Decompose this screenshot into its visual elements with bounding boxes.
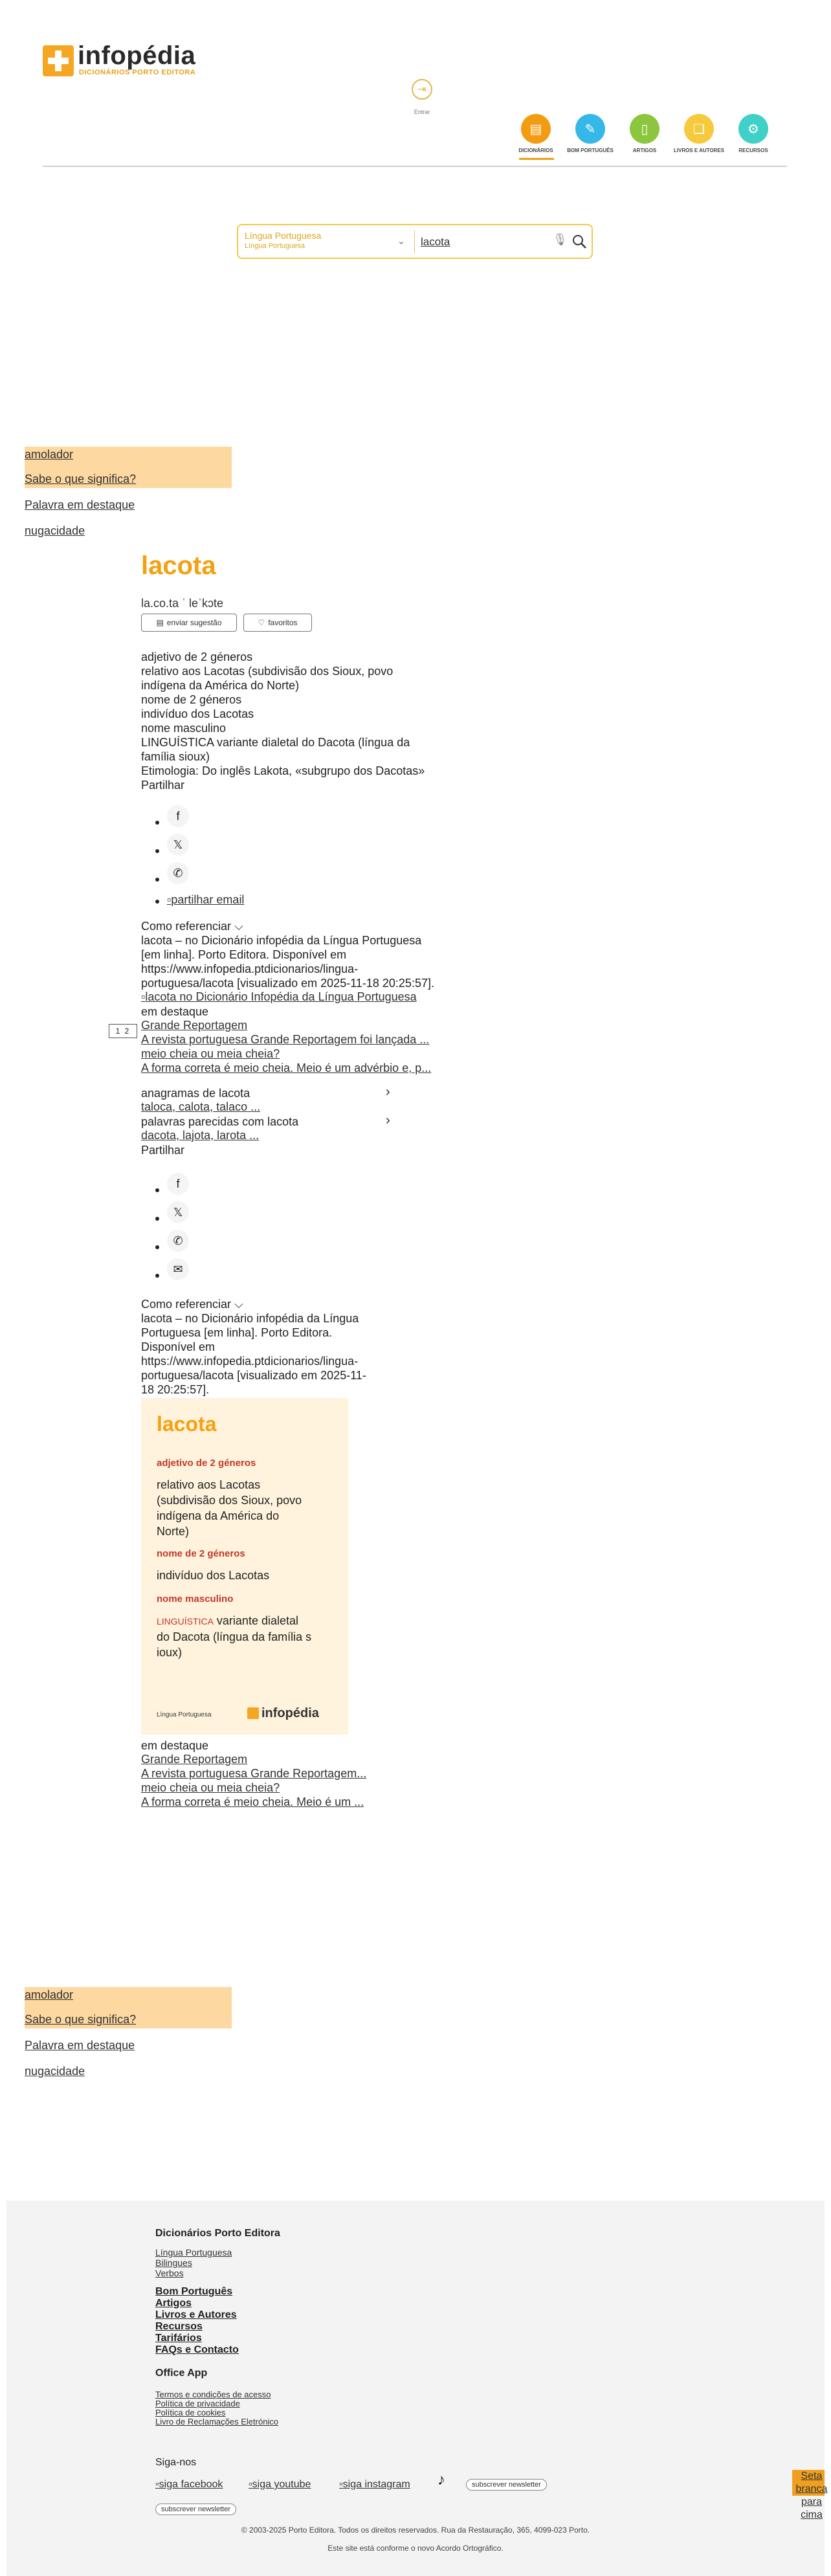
resources-icon: ⚙ [738, 114, 768, 144]
cite-label: Como referenciar [141, 1298, 232, 1311]
def-text-3b: família sioux) [141, 750, 210, 763]
card-def-line: (subdivisão dos Sioux, povo [157, 1494, 302, 1507]
footer-title: Dicionários Porto Editora [155, 2228, 280, 2239]
entry-image-link[interactable] [141, 990, 417, 1004]
card-def-line: do Dacota (língua da família s [157, 1630, 312, 1643]
bullet [155, 878, 159, 882]
bullet [155, 1274, 159, 1278]
featured-link[interactable]: Grande Reportagem [141, 1019, 248, 1032]
def-cat-2: nome de 2 géneros [141, 693, 242, 706]
facebook-icon[interactable]: f [167, 1173, 189, 1195]
newsletter-button[interactable]: subscrever newsletter [466, 2479, 547, 2491]
cite-line: [em linha]. Porto Editora. Disponível em [141, 948, 347, 961]
card-cat-2: nome de 2 géneros [157, 1548, 245, 1559]
bullet [155, 900, 159, 904]
back-to-top-alt[interactable]: Seta branca para cima [795, 2471, 828, 2520]
sidebar-link-amolador[interactable]: amolador [25, 448, 74, 461]
youtube-link[interactable] [249, 2479, 311, 2491]
card-def-1 [157, 1477, 333, 1539]
def-cat-3: nome masculino [141, 722, 227, 735]
featured-link[interactable]: meio cheia ou meia cheia? [141, 1781, 280, 1794]
cite-line: https://www.infopedia.ptdicionarios/lingua- [141, 1355, 359, 1368]
sidebar-link-palavra[interactable]: Palavra em destaque [25, 2039, 135, 2052]
def-text-2: indivíduo dos Lacotas [141, 707, 254, 720]
image-placeholder-icon: ▫ [141, 990, 146, 1003]
search-separator [414, 230, 415, 254]
newsletter-button-2[interactable]: subscrever newsletter [155, 2504, 236, 2515]
whatsapp-icon[interactable]: ✆ [167, 862, 189, 884]
cite-line: lacota – no Dicionário infopédia da Língua Portuguesa [141, 934, 422, 947]
featured-link[interactable]: meio cheia ou meia cheia? [141, 1047, 280, 1060]
acordo-ortografico: Este site está conforme o novo Acordo Ortográfico. [327, 2544, 504, 2553]
email-icon[interactable]: ✉ [167, 1258, 189, 1280]
favorites-button[interactable] [243, 614, 312, 632]
pronunciation: la.co.ta ˈ leˈkɔte [141, 597, 224, 610]
favorites-label: favoritos [268, 618, 298, 627]
search-input[interactable] [419, 233, 551, 251]
bullet [155, 849, 159, 853]
sidebar-link-amolador[interactable]: amolador [25, 1988, 74, 2001]
header-divider [43, 166, 787, 167]
login-icon[interactable]: ⇥ [412, 79, 432, 100]
legal-link[interactable]: Política de cookies [155, 2408, 226, 2417]
chevron-down-icon: ⌵ [234, 1298, 243, 1311]
copyright: © 2003-2025 Porto Editora. Todos os direitos reservados. Rua da Restauração, 365, 4099-023 Porto. [241, 2526, 590, 2535]
featured-link[interactable]: A revista portuguesa Grande Reportagem foi lançada ... [141, 1033, 430, 1046]
chevron-down-icon[interactable]: ⌄ [397, 236, 405, 246]
featured-link[interactable]: A revista portuguesa Grande Reportagem... [141, 1767, 367, 1780]
office-app-link[interactable]: Office App [155, 2368, 208, 2379]
instagram-link[interactable] [339, 2479, 410, 2491]
suggest-label: enviar sugestão [166, 618, 222, 627]
nav-label: BOM PORTUGUÊS [567, 148, 614, 153]
x-icon[interactable]: 𝕏 [167, 834, 189, 856]
footer-section-link[interactable]: Artigos [155, 2298, 192, 2309]
books-icon: ❏ [684, 114, 714, 144]
card-logo-icon [247, 1707, 259, 1719]
card-logo-text: infopédia [261, 1706, 319, 1720]
chevron-right-icon[interactable]: › [386, 1085, 390, 1099]
facebook-icon[interactable]: f [167, 805, 189, 827]
cite-toggle[interactable] [141, 919, 243, 933]
card-def-line: variante dialetal [216, 1614, 299, 1627]
footer-section-link[interactable]: Livros e Autores [155, 2309, 237, 2320]
def-text-1b: indígena da América do Norte) [141, 679, 300, 692]
share-email-alt: partilhar email [171, 893, 245, 906]
featured-label: em destaque [141, 1005, 209, 1018]
legal-link[interactable]: Termos e condições de acesso [155, 2390, 271, 2399]
logo-icon[interactable] [43, 45, 74, 76]
book-icon: ▤ [521, 114, 551, 144]
follow-label: Siga-nos [155, 2457, 197, 2468]
instagram-alt: siga instagram [342, 2479, 410, 2490]
footer-link[interactable]: Bilingues [155, 2258, 192, 2268]
def-text-1a: relativo aos Lacotas (subdivisão dos Sioux, povo [141, 665, 393, 678]
entry-image-alt: lacota no Dicionário Infopédia da Língua Portuguesa [145, 990, 417, 1003]
etymology: Etimologia: Do inglês Lakota, «subgrupo dos Dacotas» [141, 764, 425, 777]
sidebar-link-nugacidade[interactable]: nugacidade [25, 524, 85, 537]
microphone-icon[interactable]: 🎙 [553, 233, 568, 246]
bullet [155, 1217, 159, 1221]
featured-label-2: em destaque [141, 1739, 209, 1752]
login-label[interactable]: Entrar [414, 109, 430, 115]
carousel-pager[interactable]: 1 2 [109, 1024, 137, 1038]
cite-line: https://www.infopedia.ptdicionarios/lingua- [141, 962, 359, 975]
cite-line: portuguesa/lacota [visualizado em 2025-11- [141, 1369, 366, 1382]
sidebar-link-nugacidade[interactable]: nugacidade [25, 2065, 85, 2078]
nav-livros-autores[interactable] [669, 114, 729, 153]
chevron-right-icon[interactable]: › [386, 1113, 390, 1127]
footer-section-link[interactable]: Recursos [155, 2321, 203, 2332]
logo-text[interactable]: infopédia [78, 41, 196, 70]
card-footer-lang: Língua Portuguesa [157, 1711, 212, 1718]
cite-line: Disponível em [141, 1340, 216, 1353]
nav-label: LIVROS E AUTORES [673, 148, 725, 153]
instagram-icon: ▫ [339, 2479, 343, 2490]
nav-dicionarios[interactable] [506, 114, 566, 153]
footer-section-link[interactable]: FAQs e Contacto [155, 2344, 239, 2355]
footer-section-link[interactable]: Tarifários [155, 2333, 202, 2344]
footer-link[interactable]: Língua Portuguesa [155, 2247, 232, 2258]
bullet [155, 1188, 159, 1192]
card-def-3 [157, 1613, 333, 1660]
similar-label: palavras parecidas com lacota [141, 1115, 299, 1128]
cite-toggle-2[interactable] [141, 1297, 243, 1311]
language-select[interactable]: Língua Portuguesa [245, 230, 322, 241]
cite-line: Portuguesa [em linha]. Porto Editora. [141, 1326, 333, 1339]
tiktok-icon[interactable]: ♪ [438, 2471, 445, 2489]
heart-icon: ♡ [258, 618, 265, 627]
entry-title: lacota [141, 551, 216, 580]
cite-label: Como referenciar [141, 920, 232, 933]
sidebar-link-sabe[interactable]: Sabe o que significa? [25, 2013, 137, 2026]
share-label: Partilhar [141, 779, 185, 792]
facebook-icon: ▫ [155, 2479, 159, 2490]
youtube-icon: ▫ [249, 2479, 252, 2490]
document-icon: ▯ [630, 114, 659, 144]
anagrams-label: anagramas de lacota [141, 1087, 250, 1100]
bullet [155, 1245, 159, 1249]
featured-link[interactable]: A forma correta é meio cheia. Meio é um ... [141, 1795, 364, 1808]
card-cat-1: adjetivo de 2 géneros [157, 1458, 256, 1469]
sidebar-link-palavra[interactable]: Palavra em destaque [25, 498, 135, 511]
search-icon [571, 234, 587, 249]
pencil-icon: ✎ [575, 114, 605, 144]
card-def-line: ioux) [157, 1646, 183, 1659]
card-def-2: indivíduo dos Lacotas [157, 1569, 270, 1582]
share-card [141, 1398, 348, 1735]
facebook-link[interactable] [155, 2479, 223, 2491]
share-label-2: Partilhar [141, 1144, 185, 1157]
footer-link[interactable]: Verbos [155, 2268, 184, 2278]
search-button[interactable] [570, 232, 589, 251]
nav-label: ARTIGOS [632, 148, 657, 153]
card-def-line: relativo aos Lacotas [157, 1478, 261, 1491]
nav-bom-portugues[interactable] [560, 114, 620, 153]
suggest-button[interactable] [141, 614, 237, 632]
image-placeholder-icon: ▫ [167, 893, 172, 906]
nav-label: RECURSOS [738, 148, 768, 153]
facebook-alt: siga facebook [159, 2479, 223, 2490]
card-def-line: Norte) [157, 1525, 190, 1538]
x-icon[interactable]: 𝕏 [167, 1201, 189, 1223]
nav-recursos[interactable] [724, 114, 783, 153]
youtube-alt: siga youtube [252, 2479, 311, 2490]
card-title: lacota [157, 1412, 217, 1436]
language-select-sub: Língua Portuguesa [245, 242, 305, 250]
legal-link[interactable]: Política de privacidade [155, 2399, 240, 2408]
sidebar-link-sabe[interactable]: Sabe o que significa? [25, 472, 137, 485]
chevron-down-icon: ⌵ [234, 920, 243, 933]
featured-link[interactable]: Grande Reportagem [141, 1753, 248, 1766]
bullet [155, 821, 159, 825]
def-text-3a: LINGUÍSTICA variante dialetal do Dacota (língua da [141, 736, 410, 749]
def-cat-1: adjetivo de 2 géneros [141, 650, 253, 663]
card-def-line: indígena da América do [157, 1509, 280, 1522]
card-domain-tag: LINGUÍSTICA [157, 1616, 214, 1627]
note-icon: ▤ [156, 618, 164, 627]
anagrams-links[interactable]: taloca, calota, talaco ... [141, 1100, 261, 1113]
footer-section-link[interactable]: Bom Português [155, 2286, 233, 2297]
nav-label: DICIONÁRIOS [518, 148, 553, 153]
similar-links[interactable]: dacota, lajota, larota ... [141, 1129, 260, 1142]
footer [6, 2201, 825, 2576]
legal-link[interactable]: Livro de Reclamações Eletrónico [155, 2417, 279, 2426]
cite-line: lacota – no Dicionário infopédia da Língua [141, 1312, 359, 1325]
share-email-link[interactable] [167, 893, 244, 907]
nav-artigos[interactable] [615, 114, 674, 153]
nav-active-underline [519, 158, 554, 160]
cite-line: 18 20:25:57]. [141, 1383, 210, 1396]
whatsapp-icon[interactable]: ✆ [167, 1230, 189, 1252]
cite-line: portuguesa/lacota [visualizado em 2025-11-18 20:25:57]. [141, 977, 434, 990]
search-bar [237, 224, 593, 259]
card-cat-3: nome masculino [157, 1593, 234, 1604]
featured-link[interactable]: A forma correta é meio cheia. Meio é um advérbio e, p... [141, 1061, 432, 1074]
logo-subtitle: DICIONÁRIOS PORTO EDITORA [79, 69, 196, 76]
